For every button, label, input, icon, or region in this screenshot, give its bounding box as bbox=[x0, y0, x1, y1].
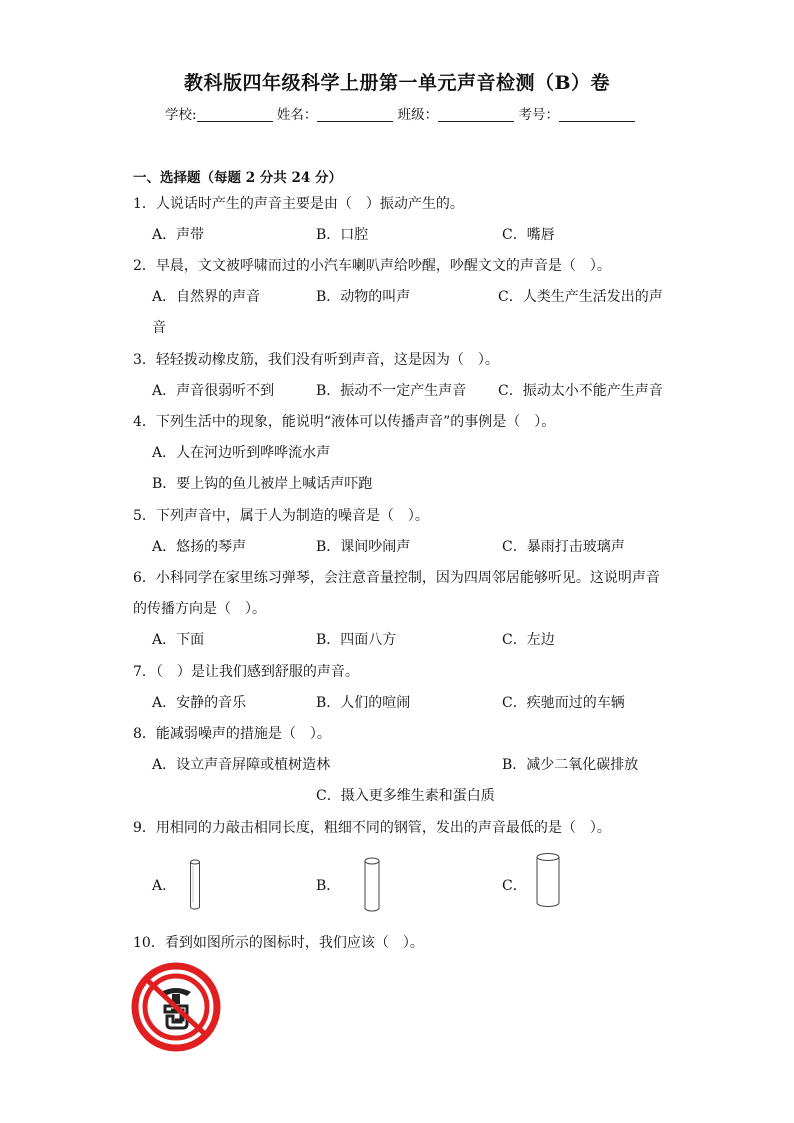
q4-option-a[interactable]: A．人在河边听到哗哗流水声 bbox=[152, 445, 331, 461]
q2-option-c[interactable]: C．人类生产生活发出的声 bbox=[498, 289, 663, 305]
question-1: 1．人说话时产生的声音主要是由（ ）振动产生的。 bbox=[133, 196, 464, 212]
q6-option-a[interactable]: A．下面 bbox=[152, 632, 205, 648]
q3-option-c[interactable]: C．振动太小不能产生声音 bbox=[498, 383, 663, 399]
steel-tube-icon bbox=[533, 852, 563, 910]
student-info-line bbox=[165, 103, 635, 123]
number-blank[interactable] bbox=[559, 107, 635, 122]
q8-option-a[interactable]: A．设立声音屏障或植树造林 bbox=[152, 757, 331, 773]
school-blank[interactable] bbox=[197, 107, 273, 122]
name-blank[interactable] bbox=[317, 107, 393, 122]
q7-option-a[interactable]: A．安静的音乐 bbox=[152, 695, 247, 711]
class-label: 班级： bbox=[397, 107, 439, 123]
q9-option-b[interactable]: B． bbox=[316, 878, 341, 894]
name-label: 姓名： bbox=[276, 107, 318, 123]
q2-option-a[interactable]: A．自然界的声音 bbox=[152, 289, 261, 305]
question-6-continued: 的传播方向是（ ）。 bbox=[133, 601, 266, 617]
q5-option-c[interactable]: C．暴雨打击玻璃声 bbox=[502, 539, 625, 555]
q8-option-c[interactable]: C．摄入更多维生素和蛋白质 bbox=[316, 788, 495, 804]
section-heading: 一、选择题（每题 2 分共 24 分） bbox=[133, 170, 342, 186]
question-3: 3．轻轻拨动橡皮筋，我们没有听到声音，这是因为（ ）。 bbox=[133, 352, 499, 368]
school-label: 学校: bbox=[165, 107, 197, 123]
q7-option-b[interactable]: B．人们的喧闹 bbox=[316, 695, 411, 711]
q6-option-c[interactable]: C．左边 bbox=[502, 632, 555, 648]
question-7: 7．（ ）是让我们感到舒服的声音。 bbox=[133, 664, 359, 680]
q8-option-b[interactable]: B．减少二氧化碳排放 bbox=[502, 757, 639, 773]
steel-tube-icon bbox=[186, 858, 204, 912]
q2-option-b[interactable]: B．动物的叫声 bbox=[316, 289, 411, 305]
no-noise-sign-icon bbox=[131, 962, 221, 1052]
q1-option-b[interactable]: B．口腔 bbox=[316, 227, 369, 243]
q4-option-b[interactable]: B．要上钩的鱼儿被岸上喊话声吓跑 bbox=[152, 476, 373, 492]
question-5: 5．下列声音中，属于人为制造的噪音是（ ）。 bbox=[133, 508, 429, 524]
q9-option-c[interactable]: C． bbox=[502, 878, 527, 894]
q6-option-b[interactable]: B．四面八方 bbox=[316, 632, 397, 648]
question-8: 8．能减弱噪声的措施是（ ）。 bbox=[133, 726, 331, 742]
class-blank[interactable] bbox=[438, 107, 514, 122]
q7-option-c[interactable]: C．疾驰而过的车辆 bbox=[502, 695, 625, 711]
q5-option-b[interactable]: B．课间吵闹声 bbox=[316, 539, 411, 555]
steel-tube-icon bbox=[360, 856, 384, 914]
q3-option-b[interactable]: B．振动不一定产生声音 bbox=[316, 383, 467, 399]
q3-option-a[interactable]: A．声音很弱听不到 bbox=[152, 383, 275, 399]
question-10: 10．看到如图所示的图标时，我们应该（ ）。 bbox=[133, 935, 424, 951]
q2-option-c-continued: 音 bbox=[152, 320, 166, 336]
question-4: 4．下列生活中的现象，能说明“液体可以传播声音”的事例是（ ）。 bbox=[133, 414, 556, 430]
q1-option-a[interactable]: A．声带 bbox=[152, 227, 205, 243]
q9-option-a[interactable]: A． bbox=[152, 878, 177, 894]
page-title: 教科版四年级科学上册第一单元声音检测（B）卷 bbox=[183, 72, 611, 94]
question-9: 9．用相同的力敲击相同长度，粗细不同的钢管，发出的声音最低的是（ ）。 bbox=[133, 820, 611, 836]
number-label: 考号： bbox=[518, 107, 559, 123]
question-6: 6．小科同学在家里练习弹琴，会注意音量控制，因为四周邻居能够听见。这说明声音 bbox=[133, 570, 660, 586]
q1-option-c[interactable]: C．嘴唇 bbox=[502, 227, 555, 243]
question-2: 2．早晨，文文被呼啸而过的小汽车喇叭声给吵醒，吵醒文文的声音是（ ）。 bbox=[133, 258, 611, 274]
q5-option-a[interactable]: A．悠扬的琴声 bbox=[152, 539, 247, 555]
